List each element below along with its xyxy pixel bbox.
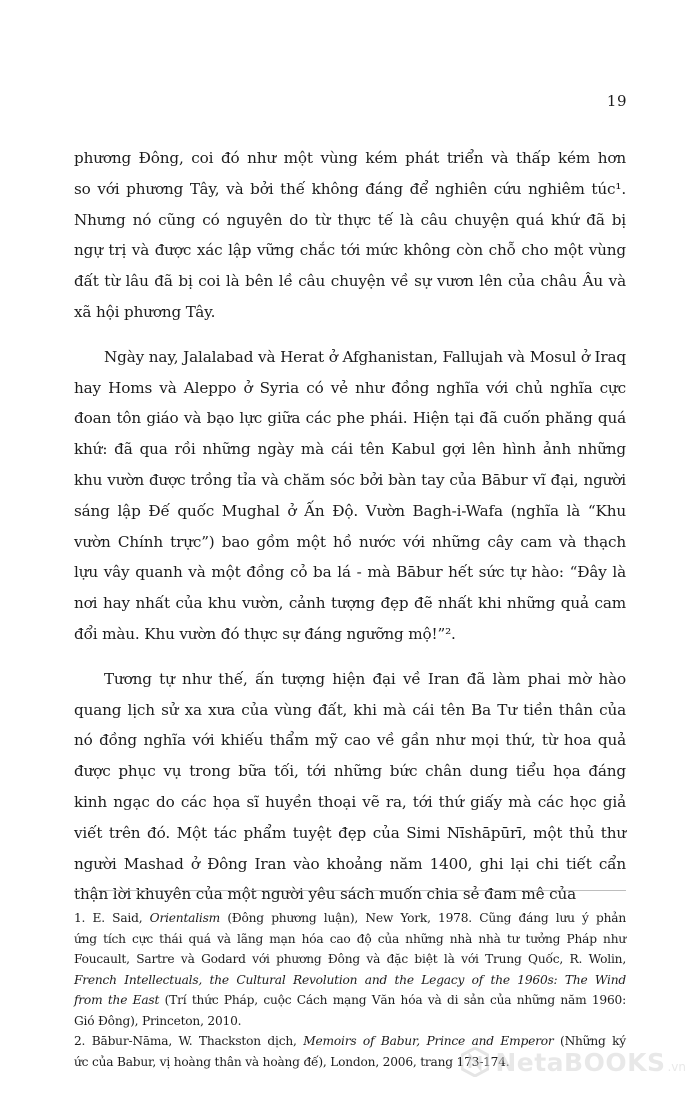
footnote-title-segment: French Intellectuals, the Cultural Revolution and the Legacy of the 1960s: The Wind	[74, 972, 626, 987]
text-line: đổi màu. Khu vườn đó thực sự đáng ngưỡng mộ!”².	[74, 624, 456, 643]
text-line: người Mashad ở Đông Iran vào khoảng năm 1400, ghi lại chi tiết cẩn	[74, 854, 626, 873]
footnote-line	[74, 1011, 626, 1032]
text-line: sáng lập Đế quốc Mughal ở Ấn Độ. Vườn Bagh-i-Wafa (nghĩa là “Khu	[74, 501, 626, 520]
text-line: viết trên đó. Một tác phẩm tuyệt đẹp của Simi Nīshāpūrī, một thủ thư	[74, 823, 626, 842]
text-line: ngự trị và được xác lập vững chắc tới mức không còn chỗ cho một vùng	[74, 241, 626, 260]
footnote-segment: Foucault, Sartre và Godard với phương Đông và đặc biệt là với Trung Quốc, R. Wolin,	[74, 952, 626, 966]
footnote-line	[74, 949, 626, 970]
page-number: 19	[606, 92, 627, 110]
text-line: Ngày nay, Jalalabad và Herat ở Afghanistan, Fallujah và Mosul ở Iraq	[104, 347, 626, 366]
text-line: xã hội phương Tây.	[74, 302, 216, 321]
footnote-segment: (Trí thức Pháp, cuộc Cách mạng Văn hóa và di sản của những năm 1960:	[159, 993, 626, 1007]
footnote-title-segment: Memoirs of Babur, Prince and Emperor	[303, 1034, 554, 1048]
text-line: Tương tự như thế, ấn tượng hiện đại về Iran đã làm phai mờ hào	[104, 669, 626, 688]
text-line: phương Đông, coi đó như một vùng kém phát triển và thấp kém hơn	[74, 149, 626, 167]
text-line: đoan tôn giáo và bạo lực giữa các phe phái. Hiện tại đã cuốn phăng quá	[74, 409, 626, 428]
text-line: nó đồng nghĩa với khiếu thẩm mỹ cao về gần như mọi thứ, từ hoa quả	[74, 731, 626, 750]
text-line: khu vườn được trồng tỉa và chăm sóc bởi bàn tay của Bābur vĩ đại, người	[74, 470, 626, 489]
text-line: so với phương Tây, và bởi thế không đáng để nghiên cứu nghiêm túc¹.	[74, 179, 626, 198]
footnote-line	[74, 970, 626, 991]
footnote-segment: 2. Bābur-Nāma, W. Thackston dịch,	[74, 1034, 304, 1048]
footnote-1	[74, 908, 626, 1031]
text-line: được phục vụ trong bữa tối, tới những bức chân dung tiểu họa đáng	[74, 762, 626, 781]
text-line: quang lịch sử xa xưa của vùng đất, khi mà cái tên Ba Tư tiền thân của	[74, 700, 626, 719]
watermark-suffix: .vn	[667, 1060, 686, 1074]
footnote-segment: ức của Babur, vị hoàng thân và hoàng đế), London, 2006, trang 173-174.	[74, 1054, 510, 1069]
paragraph	[74, 342, 626, 650]
text-line: hay Homs và Aleppo ở Syria có vẻ như đồng nghĩa với chủ nghĩa cực	[74, 378, 626, 397]
text-line: Nhưng nó cũng có nguyên do từ thực tế là câu chuyện quá khứ đã bị	[74, 210, 626, 229]
footnote-line	[74, 908, 626, 929]
footnote-segment: 1. E. Said,	[74, 911, 150, 925]
watermark	[461, 1047, 686, 1077]
body-text	[74, 143, 626, 910]
netabooks-logo-icon	[461, 1047, 489, 1077]
footnote-segment: ứng tích cực thái quá và lãng mạn hóa cao độ của những nhà nhà tư tưởng Pháp như	[74, 931, 626, 946]
paragraph	[74, 143, 626, 328]
footnote-line	[74, 929, 626, 950]
footnote-segment: (Đông phương luận), New York, 1978. Cũng đáng lưu ý phản	[220, 911, 626, 925]
paragraph-gap	[74, 650, 626, 664]
footnote-line	[74, 990, 626, 1011]
watermark-brand: NetaBOOKS	[495, 1047, 666, 1077]
text-line: kinh ngạc do các họa sĩ huyền thoại vẽ ra, tới thứ giấy mà các học giả	[74, 792, 626, 811]
footnote-divider	[74, 890, 626, 891]
paragraph	[74, 664, 626, 910]
footnote-segment: (Những ký	[553, 1034, 626, 1048]
text-line: khứ: đã qua rồi những ngày mà cái tên Kabul gợi lên hình ảnh những	[74, 440, 626, 459]
footnote-segment: Gió Đông), Princeton, 2010.	[74, 1013, 242, 1028]
text-line: lựu vây quanh và một đồng cỏ ba lá - mà Bābur hết sức tự hào: “Đây là	[74, 563, 626, 582]
footnote-title-segment: from the East	[74, 993, 160, 1007]
text-line: nơi hay nhất của khu vườn, cảnh tượng đẹp đẽ nhất khi những quả cam	[74, 594, 626, 613]
footnote-title-segment: Orientalism	[149, 911, 221, 925]
text-line: vườn Chính trực”) bao gồm một hồ nước với những cây cam và thạch	[74, 532, 626, 551]
text-line: thận lời khuyên của một người yêu sách muốn chia sẻ đam mê của	[74, 885, 577, 904]
text-line: đất từ lâu đã bị coi là bên lề câu chuyện về sự vươn lên của châu Âu và	[74, 272, 626, 291]
paragraph-gap	[74, 328, 626, 342]
